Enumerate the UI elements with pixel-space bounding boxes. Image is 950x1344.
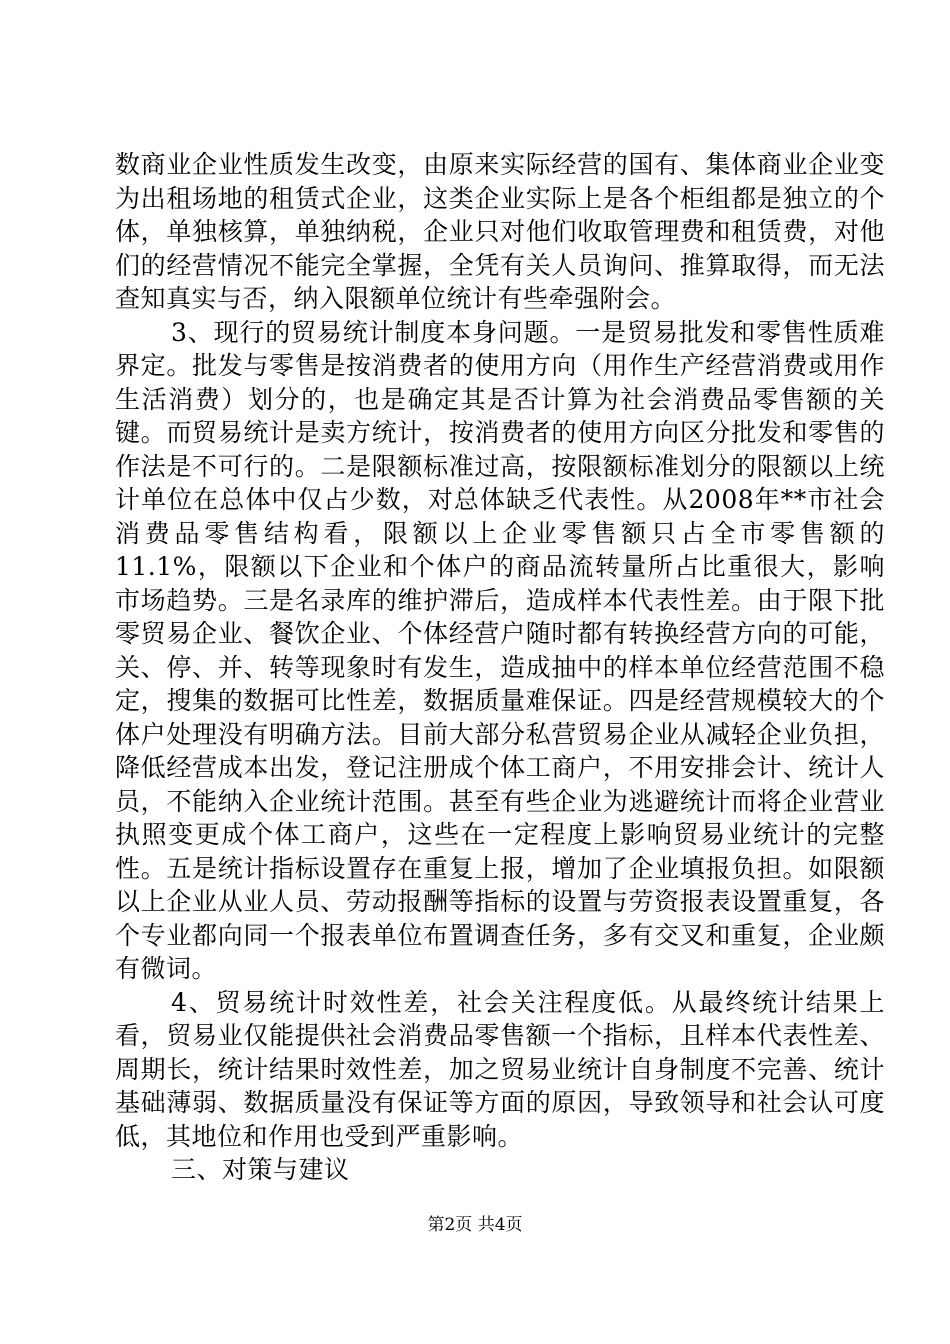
section-heading-countermeasures: 三、对策与建议 <box>171 1155 350 1184</box>
paragraph-section-4: 4、贸易统计时效性差，社会关注程度低。从最终统计结果上看，贸易业仅能提供社会消费品零售额一个指标，且样本代表性差、周期长，统计结果时效性差，加之贸易业统计自身制度不完善、统计基础薄弱、数据质量没有保证等方面的原因，导致领导和社会认可度低，其地位和作用也受到严重影响。 <box>115 987 885 1151</box>
page-footer <box>0 1214 950 1236</box>
paragraph-continuation: 数商业企业性质发生改变，由原来实际经营的国有、集体商业企业变为出租场地的租赁式企业，这类企业实际上是各个柜组都是独立的个体，单独核算，单独纳税，企业只对他们收取管理费和租赁费，对他们的经营情况不能完全掌握，全凭有关人员询问、推算取得，而无法查知真实与否，纳入限额单位统计有些牵强附会。 <box>115 150 885 313</box>
document-body <box>115 148 885 1187</box>
paragraph-section-3: 3、现行的贸易统计制度本身问题。一是贸易批发和零售性质难界定。批发与零售是按消费者的使用方向（用作生产经营消费或用作生活消费）划分的，也是确定其是否计算为社会消费品零售额的关键。而贸易统计是卖方统计，按消费者的使用方向区分批发和零售的作法是不可行的。二是限额标准过高，按限额标准划分的限额以上统计单位在总体中仅占少数，对总体缺乏代表性。从2008年**市社会消费品零售结构看，限额以上企业零售额只占全市零售额的11.1%，限额以下企业和个体户的商品流转量所占比重很大，影响市场趋势。三是名录库的维护滞后，造成样本代表性差。由于限下批零贸易企业、餐饮企业、个体经营户随时都有转换经营方向的可能，关、停、并、转等现象时有发生，造成抽中的样本单位经营范围不稳定，搜集的数据可比性差，数据质量难保证。四是经营规模较大的个体户处理没有明确方法。目前大部分私营贸易企业从减轻企业负担，降低经营成本出发，登记注册成个体工商户，不用安排会计、统计人员，不能纳入企业统计范围。甚至有些企业为逃避统计而将企业营业执照变更成个体工商户，这些在一定程度上影响贸易业统计的完整性。五是统计指标设置存在重复上报，增加了企业填报负担。如限额以上企业从业人员、劳动报酬等指标的设置与劳资报表设置重复，各个专业都向同一个报表单位布置调查任务，多有交叉和重复，企业颇有微词。 <box>115 317 885 983</box>
page-number-label: 第2页 共4页 <box>427 1215 523 1235</box>
